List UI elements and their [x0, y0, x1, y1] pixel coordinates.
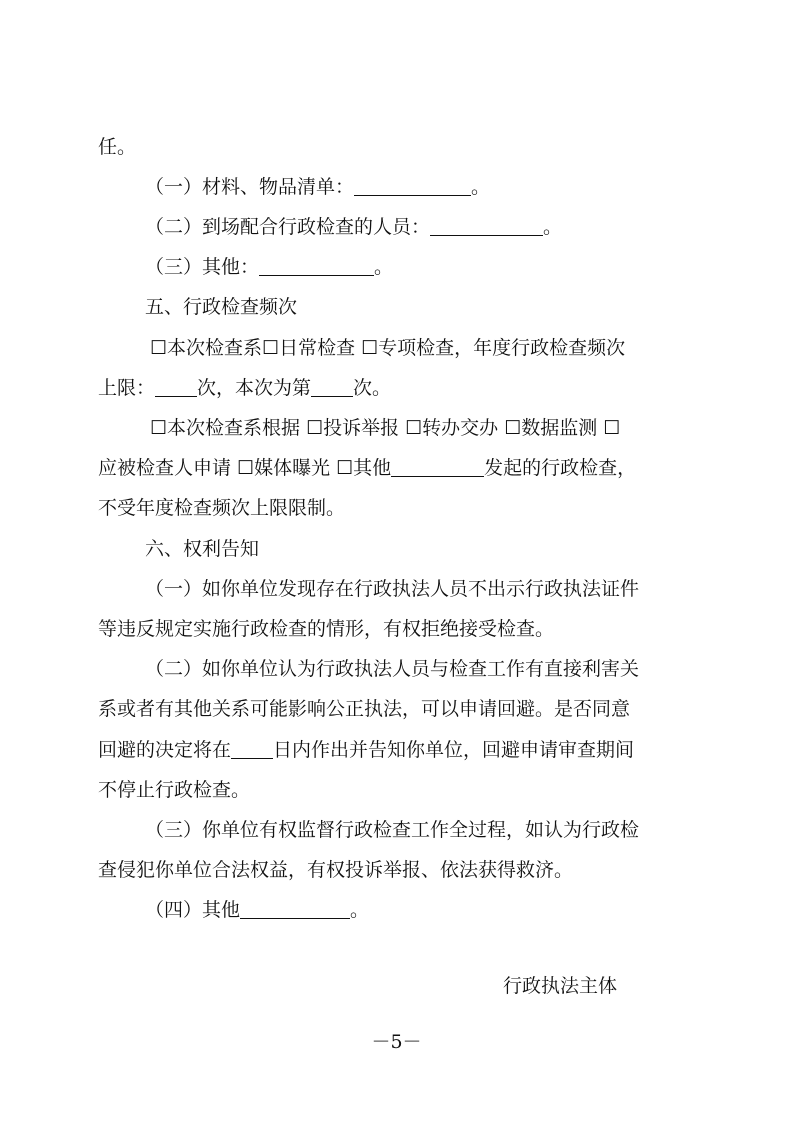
blank-field[interactable] — [231, 740, 273, 759]
item-other-rights — [145, 898, 369, 922]
paragraph-line: ☐本次检查系根据 ☐投诉举报 ☐转办交办 ☐数据监测 ☐ — [150, 417, 621, 439]
blank-field[interactable] — [259, 257, 374, 276]
paragraph-line: 不受年度检查频次上限限制。 — [98, 497, 346, 519]
blank-field[interactable] — [354, 177, 471, 196]
paragraph-line: 不停止行政检查。 — [98, 779, 251, 801]
paragraph-line — [98, 738, 634, 762]
item-text: （二）到场配合行政检查的人员： — [145, 216, 431, 238]
item-end: 。 — [543, 216, 563, 238]
item-materials-list — [145, 175, 490, 199]
item-text: （三）其他： — [145, 256, 260, 278]
paragraph-line: （三）你单位有权监督行政检查工作全过程，如认为行政检 — [145, 819, 640, 841]
item-end: 。 — [374, 256, 394, 278]
paragraph-line: （二）如你单位认为行政执法人员与检查工作有直接利害关 — [145, 658, 640, 680]
item-other — [145, 255, 393, 279]
blank-field[interactable] — [155, 378, 197, 397]
text: 次，本次为第 — [197, 377, 312, 399]
item-text: （四）其他 — [145, 899, 241, 921]
blank-field[interactable] — [240, 900, 350, 919]
paragraph-line: （一）如你单位发现存在行政执法人员不出示行政执法证件 — [145, 578, 640, 600]
page-number: －5－ — [371, 1031, 422, 1053]
text: 应被检查人申请 ☐媒体曝光 ☐其他 — [98, 457, 392, 479]
text: 回避的决定将在 — [98, 739, 232, 761]
blank-field[interactable] — [430, 217, 543, 236]
item-end: 。 — [350, 899, 370, 921]
text: 上限： — [98, 377, 156, 399]
text: 发起的行政检查， — [484, 457, 637, 479]
text: 次。 — [353, 377, 392, 399]
blank-field[interactable] — [311, 378, 353, 397]
item-cooperating-staff — [145, 215, 562, 239]
paragraph-line: 等违反规定实施行政检查的情形，有权拒绝接受检查。 — [98, 618, 555, 640]
paragraph-line — [98, 376, 391, 400]
paragraph-line — [98, 456, 636, 480]
section-heading-frequency: 五、行政检查频次 — [145, 296, 298, 318]
section-heading-rights: 六、权利告知 — [145, 538, 260, 560]
text: 日内作出并告知你单位，回避申请审查期间 — [273, 739, 635, 761]
continued-text: 任。 — [98, 136, 137, 158]
item-end: 。 — [471, 176, 491, 198]
blank-field[interactable] — [391, 458, 484, 477]
paragraph-line: 查侵犯你单位合法权益，有权投诉举报、依法获得救济。 — [98, 859, 574, 881]
item-text: （一）材料、物品清单： — [145, 176, 355, 198]
paragraph-line: 系或者有其他关系可能影响公正执法，可以申请回避。是否同意 — [98, 698, 631, 720]
signature-authority: 行政执法主体 — [503, 975, 618, 997]
paragraph-line: ☐本次检查系☐日常检查 ☐专项检查，年度行政检查频次 — [150, 337, 626, 359]
